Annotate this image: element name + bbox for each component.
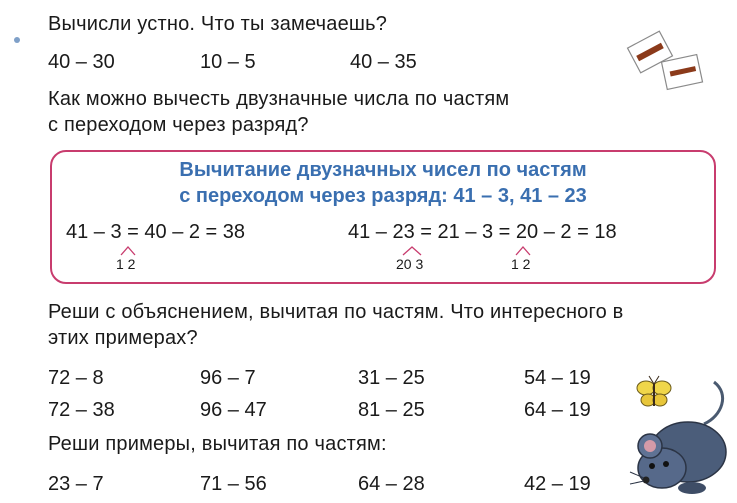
question-line-1: Как можно вычесть двузначные числа по частям [48,88,510,110]
split-caret-2 [400,244,424,256]
mouse-icon [630,422,726,494]
task2-example: 31 – 25 [358,367,425,389]
task3-example: 71 – 56 [200,473,267,495]
rule-title-line-1: Вычитание двузначных чисел по частям [179,159,587,181]
split-digits-1: 1 2 [116,256,136,272]
task3-instruction: Реши примеры, вычитая по частям: [48,433,387,455]
task2-example: 96 – 7 [200,367,256,389]
task2-instruction-line-1: Реши с объяснением, вычитая по частям. Что интересного в [48,301,624,323]
task1-example-2: 10 – 5 [200,51,256,73]
task3-example: 23 – 7 [48,473,104,495]
task2-example: 64 – 19 [524,399,591,421]
task2-instruction-line-2: этих примерах? [48,327,198,349]
task3-example: 64 – 28 [358,473,425,495]
task2-example: 96 – 47 [200,399,267,421]
question-line-2: с переходом через разряд? [48,114,309,136]
task1-example-3: 40 – 35 [350,51,417,73]
rule-title-line-2: с переходом через разряд: 41 – 3, 41 – 23 [179,185,587,207]
task2-example: 54 – 19 [524,367,591,389]
rule-calculation-2: 41 – 23 = 21 – 3 = 20 – 2 = 18 [348,221,617,243]
sticks-cards-icon [626,28,706,94]
split-caret-3 [513,244,533,256]
rule-calculation-1: 41 – 3 = 40 – 2 = 38 [66,221,246,243]
task3-example: 42 – 19 [524,473,591,495]
task1-instruction: Вычисли устно. Что ты замечаешь? [48,13,388,35]
task2-example: 72 – 38 [48,399,115,421]
split-digits-3: 1 2 [511,256,531,272]
butterfly-icon [637,376,671,406]
task2-example: 81 – 25 [358,399,425,421]
split-caret-1 [118,244,138,256]
task2-example: 72 – 8 [48,367,104,389]
task-marker-icon [14,37,20,43]
task1-example-1: 40 – 30 [48,51,115,73]
mouse-butterfly-illustration [622,372,734,500]
split-digits-2: 20 3 [396,256,424,272]
